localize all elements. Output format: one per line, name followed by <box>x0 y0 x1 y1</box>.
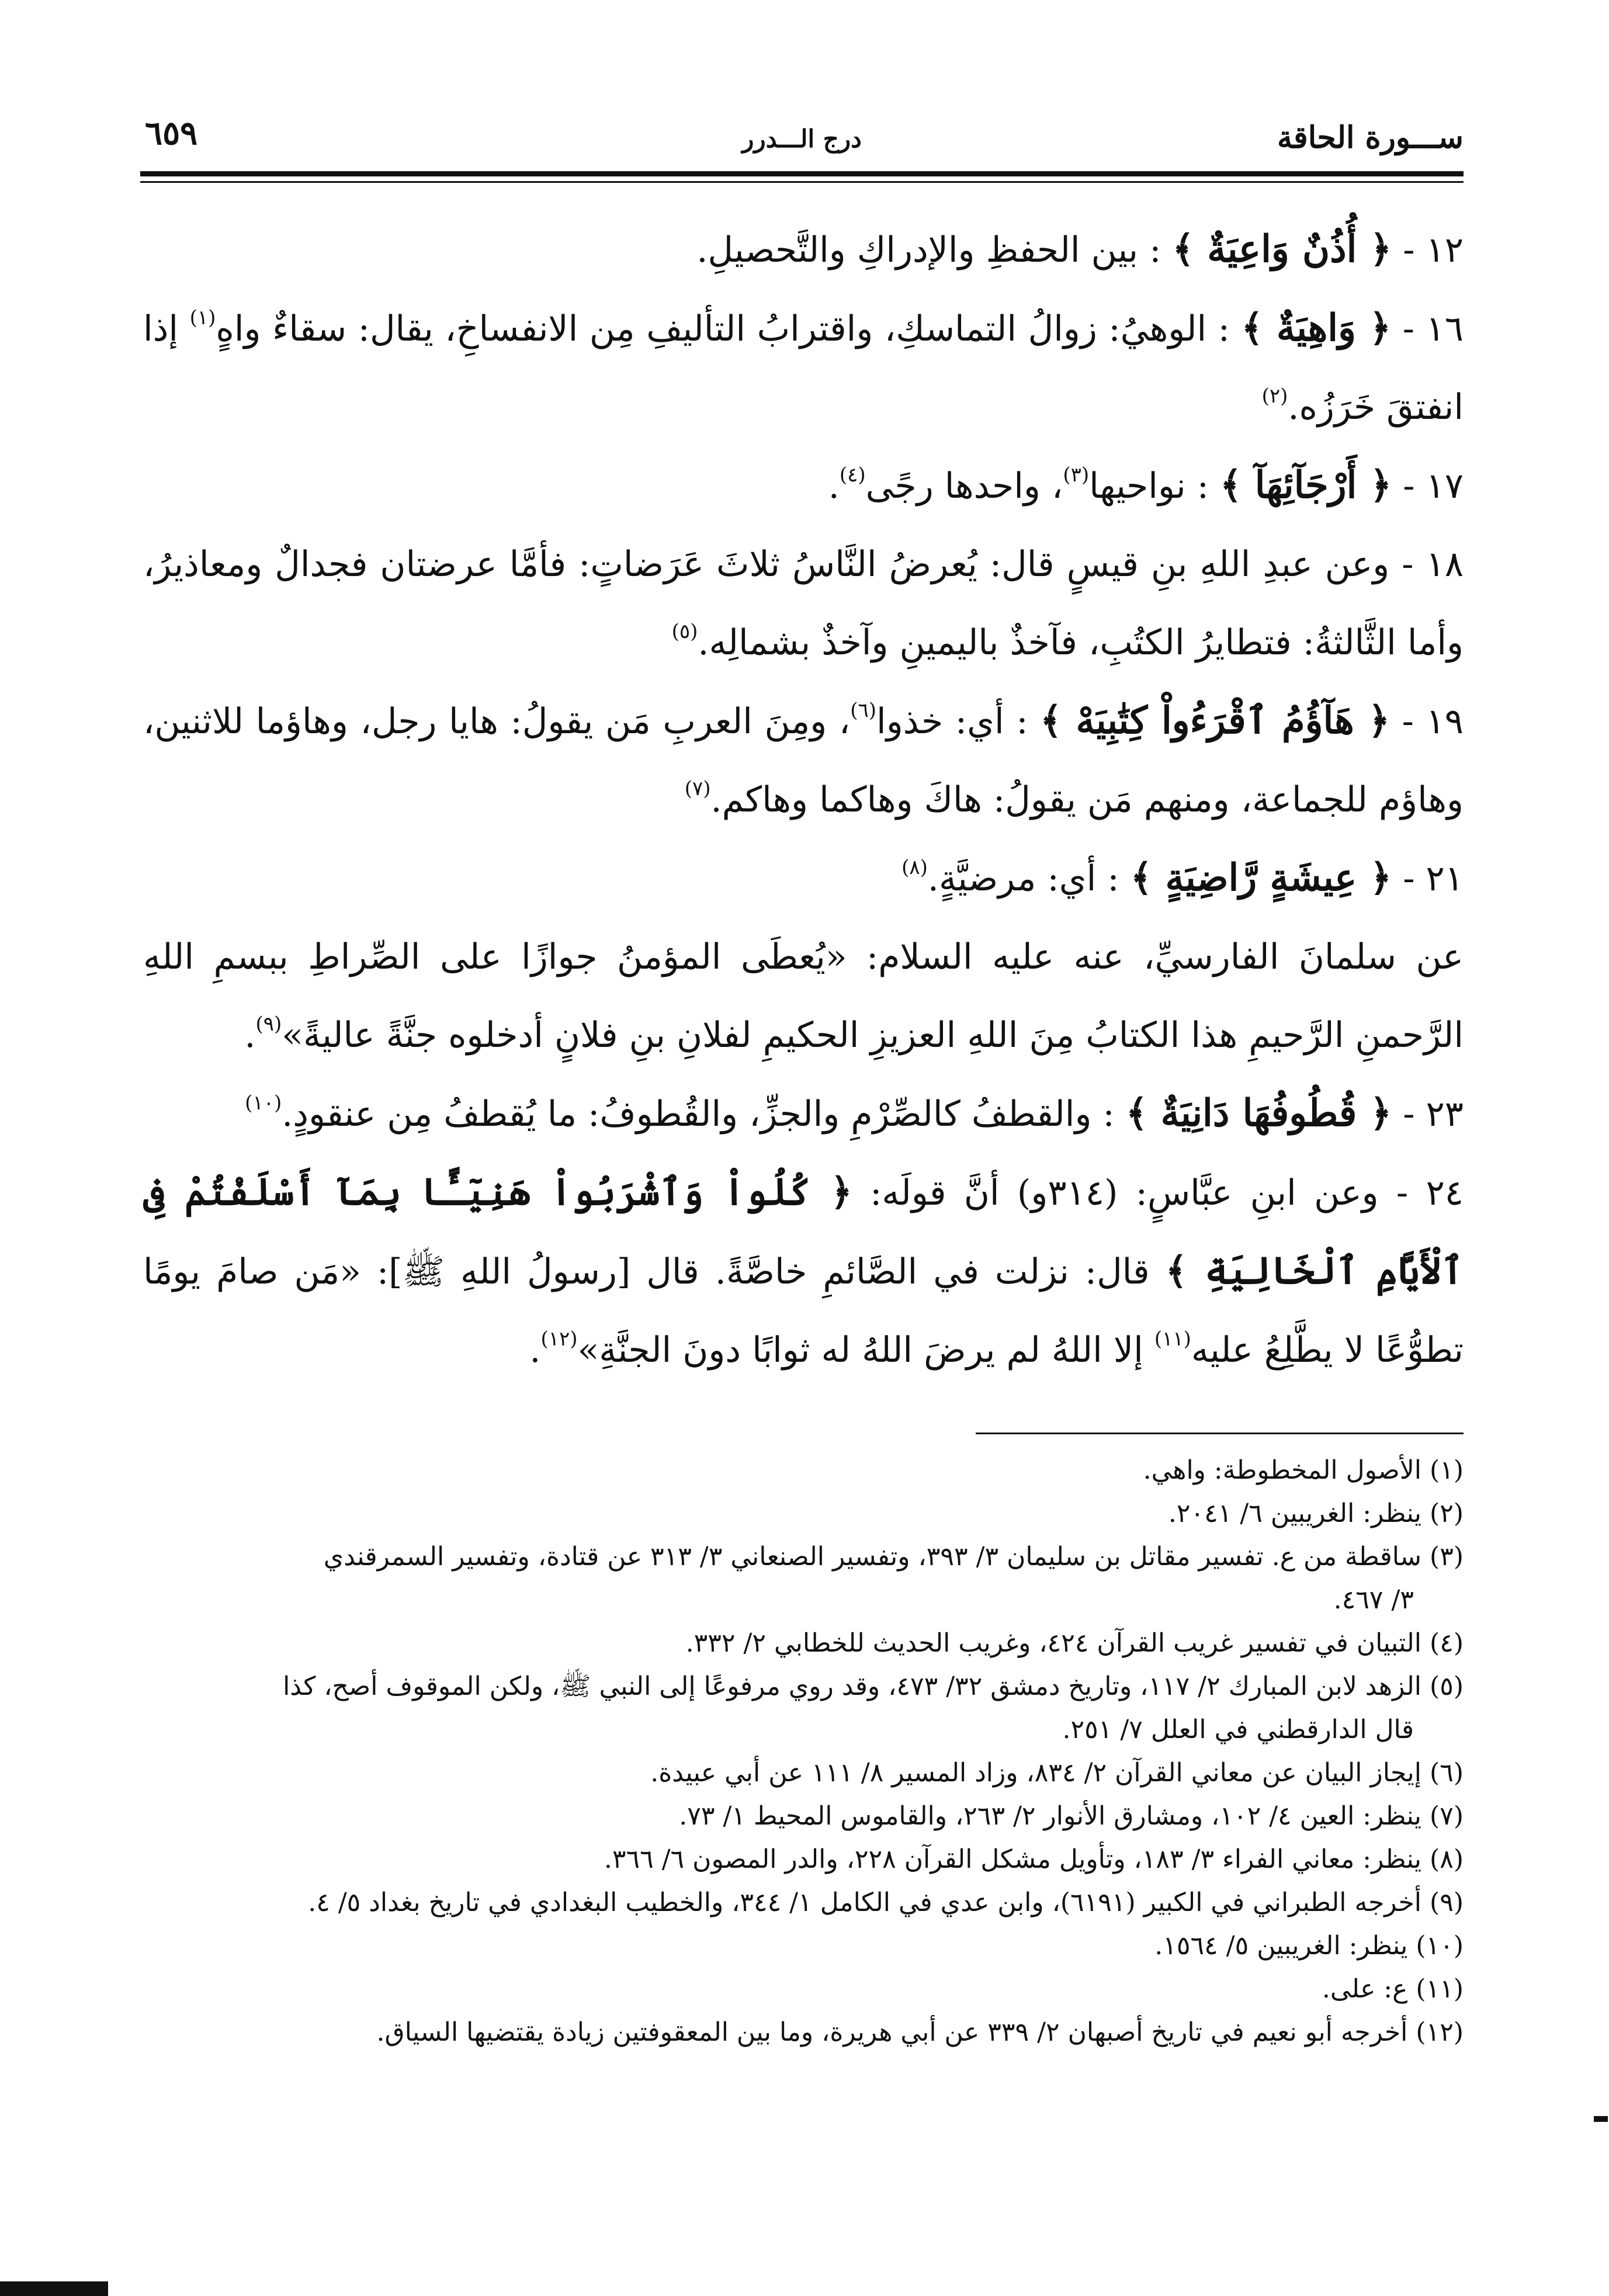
footnote-ref[interactable]: (٥) <box>671 620 698 643</box>
footnote-4 <box>143 1622 1464 1665</box>
paragraph-verse-19 <box>143 682 1464 839</box>
footnote-8 <box>143 1838 1464 1881</box>
footnote-text: ٣/ ٤٦٧. <box>1333 1585 1414 1615</box>
quran-ayah: ﴿ هَآؤُمُ ٱقْرَءُواْ كِتَٰبِيَهْ ﴾ <box>1040 699 1390 743</box>
main-text <box>143 210 1464 1389</box>
footnote-3 <box>143 1535 1464 1579</box>
header-rule-thin <box>140 181 1464 183</box>
footnote-text: ع: على. <box>1322 1974 1408 2004</box>
footnote-number: (١٠) <box>1416 1931 1464 1961</box>
commentary-text: : نواحيها <box>1089 466 1220 507</box>
footnote-3-continued <box>143 1579 1464 1622</box>
commentary-text: : أي: خذوا <box>876 701 1041 742</box>
commentary-text: إذا انفتقَ خَرَزُه. <box>143 308 1464 428</box>
paragraph-verse-16 <box>143 289 1464 446</box>
footnote-number: (٧) <box>1430 1801 1464 1831</box>
footnote-ref[interactable]: (١٢) <box>540 1327 578 1351</box>
commentary-text: : الوهيُ: زوالُ التماسكِ، واقترابُ التأليفِ مِن الانفساخِ، يقال: سقاءٌ واهٍ <box>216 308 1242 349</box>
verse-number: ١٦ - <box>1391 308 1464 349</box>
footnote-text: أخرجه الطبراني في الكبير (٦١٩١)، وابن عدي في الكامل ١/ ٣٤٤، والخطيب البغدادي في تاريخ بغداد ٥/ ٤. <box>308 1888 1422 1917</box>
footnote-number: (١١) <box>1416 1974 1464 2004</box>
footnote-number: (٩) <box>1430 1888 1464 1917</box>
running-header <box>140 114 1464 167</box>
verse-number: ٢٣ - <box>1392 1094 1464 1135</box>
quran-ayah: ﴿ أَرْجَآئِهَآ ﴾ <box>1220 463 1392 507</box>
quran-ayah: ﴿ أُذُنٌ وَاعِيَةٌ ﴾ <box>1172 227 1392 271</box>
footnotes <box>143 1449 1464 2054</box>
verse-number: ١٢ - <box>1392 230 1464 270</box>
footnote-text: قال الدارقطني في العلل ٧/ ٢٥١. <box>1062 1715 1414 1744</box>
footnote-6 <box>143 1752 1464 1795</box>
verse-number: ٢١ - <box>1392 858 1464 899</box>
footnote-ref[interactable]: (٤) <box>839 463 866 487</box>
header-rule-thick <box>140 171 1464 176</box>
footnote-2 <box>143 1492 1464 1535</box>
surah-title: ســـورة الحاقة <box>1277 120 1464 155</box>
commentary-text: وعن ابنِ عبَّاسٍ: (٣١٤و) أنَّ قولَه: <box>852 1173 1379 1213</box>
footnote-text: ينظر: العين ٤/ ١٠٢، ومشارق الأنوار ٢/ ٢٦٣، والقاموس المحيط ١/ ٧٣. <box>679 1801 1422 1831</box>
verse-number: ١٨ - <box>1389 544 1464 585</box>
commentary-text: . <box>244 1015 256 1056</box>
paragraph-verse-23 <box>143 1074 1464 1153</box>
footnote-number: (١٢) <box>1416 2017 1464 2047</box>
paragraph-verse-17 <box>143 446 1464 525</box>
footnote-ref[interactable]: (٩) <box>255 1012 282 1036</box>
paragraph-verse-12 <box>143 210 1464 289</box>
commentary-text: : والقطفُ كالصِّرْمِ والجزِّ، والقُطوفُ: ما يُقطفُ مِن عنقودٍ. <box>282 1094 1126 1135</box>
footnote-number: (٤) <box>1430 1628 1464 1658</box>
quran-ayah: ﴿ كُلُواْ وَٱشْرَبُواْ هَنِيٓـًٔا بِمَآ أَسْلَفْتُمْ فِى ٱلْأَيَّامِ ٱلْخَالِيَةِ ﴾ <box>143 1170 1464 1293</box>
commentary-text: ، واحدها رجًى <box>865 466 1063 507</box>
footnote-text: ينظر: الغريبين ٥/ ١٥٦٤. <box>1154 1931 1408 1961</box>
footnote-text: أخرجه أبو نعيم في تاريخ أصبهان ٢/ ٣٣٩ عن أبي هريرة، وما بين المعقوفتين زيادة يقتضيها السياق. <box>376 2017 1408 2047</box>
footnote-text: الأصول المخطوطة: واهي. <box>1143 1455 1422 1485</box>
paragraph-verse-24 <box>143 1153 1464 1389</box>
footnote-number: (٥) <box>1430 1671 1464 1701</box>
footnote-ref[interactable]: (٦) <box>850 699 877 722</box>
scan-mark <box>0 2281 108 2296</box>
footnote-7 <box>143 1795 1464 1838</box>
footnote-ref[interactable]: (١١) <box>1154 1327 1191 1351</box>
commentary-text: ، ومِنَ العربِ مَن يقولُ: هايا رجل، وهاؤما للاثنين، وهاؤم للجماعة، ومنهم مَن يقولُ: هاكَ وهاكما وهاكم. <box>143 701 1464 820</box>
commentary-text: وعن عبدِ اللهِ بنِ قيسٍ قال: يُعرضُ النَّاسُ ثلاثَ عَرَضاتٍ: فأمَّا عرضتان فجدالٌ ومعاذيرُ، وأما الثَّالثةُ: فتطايرُ الكتُبِ، فآخذٌ باليمينِ وآخذٌ بشمالِه. <box>143 544 1464 663</box>
paragraph-verse-18 <box>143 525 1464 682</box>
footnote-ref[interactable]: (٢) <box>1261 384 1288 408</box>
commentary-text: إلا اللهُ لم يرضَ اللهُ له ثوابًا دونَ الجنَّةِ» <box>577 1330 1154 1371</box>
footnote-text: ينظر: معاني الفراء ٣/ ١٨٣، وتأويل مشكل القرآن ٢٢٨، والدر المصون ٦/ ٣٦٦. <box>604 1844 1422 1874</box>
footnote-1 <box>143 1449 1464 1492</box>
verse-number: ١٩ - <box>1390 701 1464 742</box>
footnote-number: (١) <box>1430 1455 1464 1485</box>
footnote-ref[interactable]: (١) <box>189 306 216 330</box>
quran-ayah: ﴿ وَاهِيَةٌ ﴾ <box>1241 306 1392 350</box>
page-number: ٦٥٩ <box>145 114 198 152</box>
footnote-separator <box>976 1433 1464 1434</box>
footnote-text: إيجاز البيان عن معاني القرآن ٢/ ٨٣٤، وزاد المسير ٨/ ١١١ عن أبي عبيدة. <box>650 1758 1422 1788</box>
book-title: درج الـــدرر <box>742 124 862 153</box>
commentary-text: : أي: مرضيَّةٍ. <box>927 858 1131 899</box>
quran-ayah: ﴿ عِيشَةٍ رَّاضِيَةٍ ﴾ <box>1130 856 1392 900</box>
paragraph-verse-21 <box>143 839 1464 918</box>
quran-ayah: ﴿ قُطُوفُهَا دَانِيَةٌ ﴾ <box>1125 1091 1392 1135</box>
footnote-ref[interactable]: (٧) <box>684 777 711 800</box>
footnote-ref[interactable]: (١٠) <box>245 1091 282 1115</box>
footnote-5-continued <box>143 1708 1464 1752</box>
footnote-10 <box>143 1924 1464 1968</box>
scan-mark <box>1594 2116 1608 2122</box>
footnote-text: ينظر: الغريبين ٦/ ٢٠٤١. <box>1168 1499 1422 1528</box>
footnote-number: (٢) <box>1430 1499 1464 1528</box>
footnote-number: (٣) <box>1430 1542 1464 1572</box>
commentary-text: : بين الحفظِ والإدراكِ والتَّحصيلِ. <box>696 230 1173 270</box>
footnote-9 <box>143 1881 1464 1924</box>
verse-number: ١٧ - <box>1392 466 1464 507</box>
footnote-text: الزهد لابن المبارك ٢/ ١١٧، وتاريخ دمشق ٣٢/ ٤٧٣، وقد روي مرفوعًا إلى النبي ﷺ، ولكن الموقوف أصح، كذا <box>283 1671 1422 1701</box>
footnote-ref[interactable]: (٣) <box>1063 463 1090 487</box>
footnote-number: (٦) <box>1430 1758 1464 1788</box>
footnote-12 <box>143 2011 1464 2054</box>
verse-number: ٢٤ - <box>1378 1173 1464 1213</box>
commentary-text: . <box>828 466 840 507</box>
footnote-text: ساقطة من ع. تفسير مقاتل بن سليمان ٣/ ٣٩٣، وتفسير الصنعاني ٣/ ٣١٣ عن قتادة، وتفسير السمرقندي <box>323 1542 1422 1572</box>
commentary-text: . <box>529 1330 541 1371</box>
footnote-ref[interactable]: (٨) <box>901 856 928 879</box>
paragraph-hadith-salman <box>143 918 1464 1074</box>
footnote-text: التبيان في تفسير غريب القرآن ٤٢٤، وغريب الحديث للخطابي ٢/ ٣٣٢. <box>685 1628 1422 1658</box>
commentary-text: قال: نزلت في الصَّائمِ خاصَّةً. قال [رسولُ اللهِ ﷺ]: «مَن صامَ يومًا تطوُّعًا لا يطَّلِعُ عليه <box>143 1251 1464 1371</box>
commentary-text: عن سلمانَ الفارسيِّ، عنه عليه السلام: «يُعطَى المؤمنُ جوازًا على الصِّراطِ ببسمِ اللهِ الرَّحمنِ الرَّحيمِ هذا الكتابُ مِنَ اللهِ العزيزِ الحكيمِ لفلانِ بنِ فلانٍ أدخلوه جنَّةً عاليةً» <box>143 937 1464 1056</box>
footnote-11 <box>143 1968 1464 2011</box>
footnote-5 <box>143 1665 1464 1708</box>
footnote-number: (٨) <box>1430 1844 1464 1874</box>
